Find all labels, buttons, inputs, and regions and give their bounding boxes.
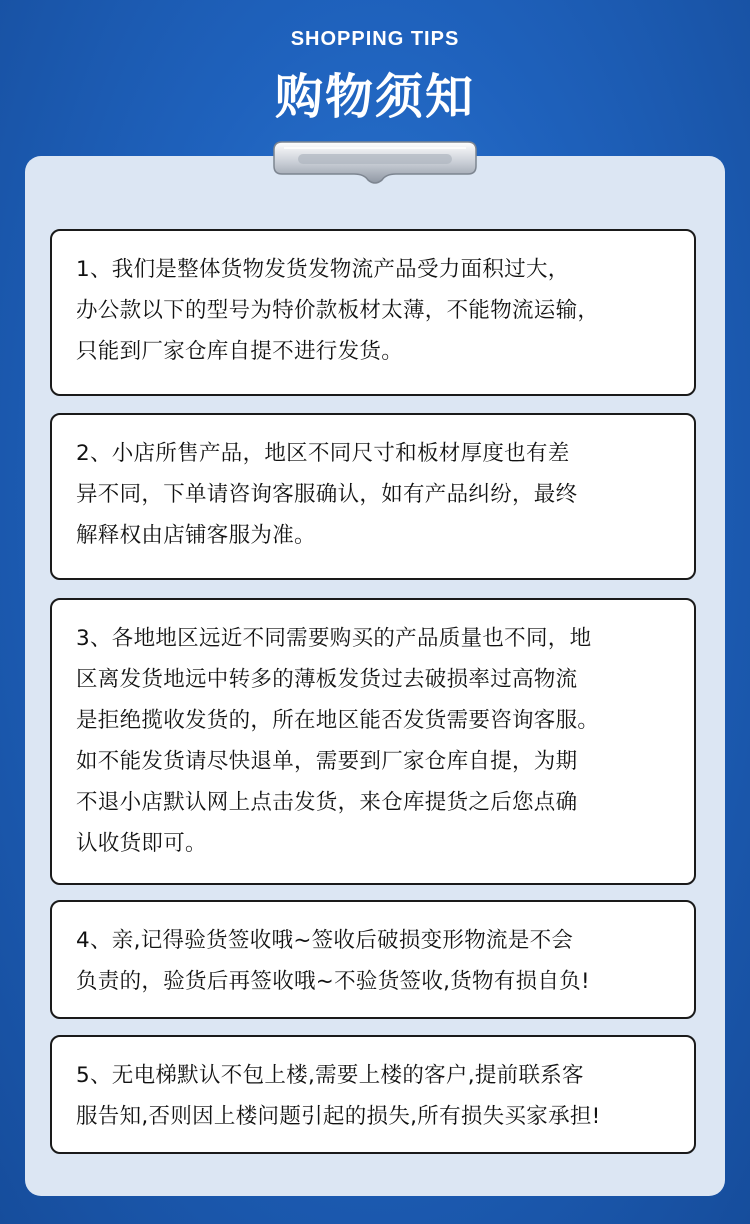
tip-3-line-5: 不退小店默认网上点击发货，来仓库提货之后您点确 bbox=[76, 790, 578, 815]
tip-1-line-3: 只能到厂家仓库自提不进行发货。 bbox=[76, 339, 404, 364]
tip-5-line-1: 5、无电梯默认不包上楼,需要上楼的客户,提前联系客 bbox=[76, 1063, 584, 1088]
tip-2-line-2: 异不同，下单请咨询客服确认，如有产品纠纷，最终 bbox=[76, 482, 578, 507]
tip-2-line-1: 2、小店所售产品，地区不同尺寸和板材厚度也有差 bbox=[76, 441, 570, 466]
tip-card-5 bbox=[50, 1035, 696, 1154]
tip-5-line-2: 服告知,否则因上楼问题引起的损失,所有损失买家承担! bbox=[76, 1104, 601, 1129]
header-subtitle: SHOPPING TIPS bbox=[290, 28, 460, 50]
tip-card-1 bbox=[50, 229, 696, 396]
tip-3-line-6: 认收货即可。 bbox=[76, 831, 207, 856]
tip-card-2 bbox=[50, 413, 696, 580]
tip-4-line-2: 负责的，验货后再签收哦~不验货签收,货物有损自负! bbox=[76, 969, 590, 994]
tip-4-line-1: 4、亲,记得验货签收哦~签收后破损变形物流是不会 bbox=[76, 928, 574, 953]
tip-card-3 bbox=[50, 598, 696, 885]
tip-1-line-1: 1、我们是整体货物发货发物流产品受力面积过大， bbox=[76, 257, 570, 282]
tip-2-line-3: 解释权由店铺客服为准。 bbox=[76, 523, 316, 548]
tip-3-line-2: 区离发货地远中转多的薄板发货过去破损率过高物流 bbox=[76, 667, 578, 692]
tip-card-4 bbox=[50, 900, 696, 1019]
tip-3-line-3: 是拒绝揽收发货的，所在地区能否发货需要咨询客服。 bbox=[76, 708, 600, 733]
clipboard-clip-icon bbox=[268, 136, 482, 188]
tip-3-line-4: 如不能发货请尽快退单，需要到厂家仓库自提，为期 bbox=[76, 749, 578, 774]
page-title: 购物须知 bbox=[274, 69, 475, 125]
tip-1-line-2: 办公款以下的型号为特价款板材太薄，不能物流运输， bbox=[76, 298, 600, 323]
tip-3-line-1: 3、各地地区远近不同需要购买的产品质量也不同，地 bbox=[76, 626, 592, 651]
